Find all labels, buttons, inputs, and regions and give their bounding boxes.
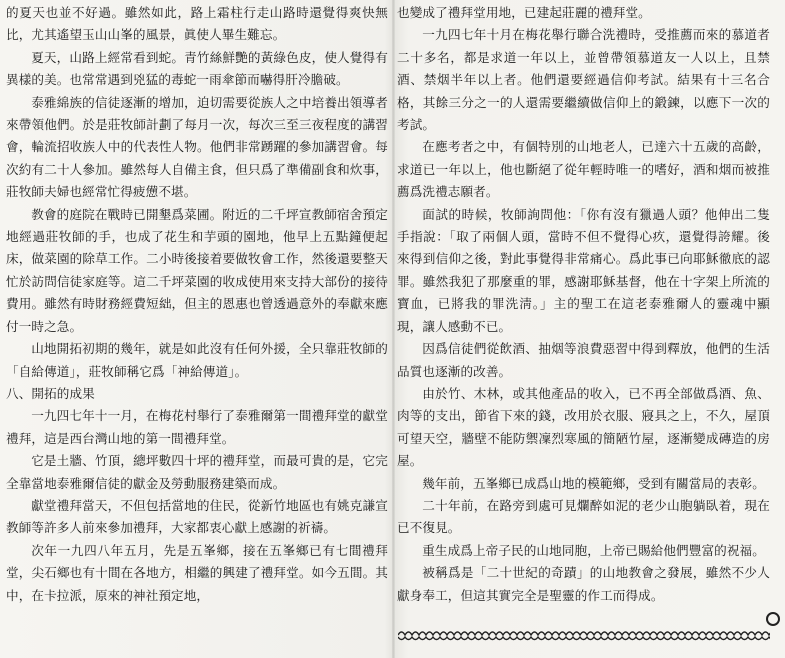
paragraph: 二十年前，在路旁到處可見爛醉如泥的老少山胞躺臥着，現在已不復見。 [397,497,770,536]
paragraph: 夏天，山路上經常看到蛇。青竹絲鮮艷的黃綠色皮，使人覺得有異樣的美。也常常遇到兇猛的毒蛇一雨傘節而嚇得肝冷膽破。 [6,49,388,88]
paragraph: 重生成爲上帝子民的山地同胞，上帝已賜給他們豐富的祝福。 [422,542,765,558]
circle-icon [766,612,780,626]
paragraph: 泰雅綿族的信徒逐漸的增加，迫切需要從族人之中培養出領導者來帶領他們。於是莊牧師計劃了每月一次，每次三至三夜程度的講習會，輪流招收族人中的代表性人物。他們非常踴躍的參加講習會。每次約有二十人參加。雖然每人自備主食，但只爲了準備副食和炊事，莊牧師夫婦也經常忙得疲憊不堪。 [6,94,388,200]
paragraph: 獻堂禮拜當天，不但包括當地的住民，從新竹地區也有姚克謙宣教師等許多人前來參加禮拜，大家都衷心獻上感謝的祈禱。 [6,497,388,536]
decorative-wave-rule [398,628,770,642]
paragraph: 被稱爲是「二十世紀的奇蹟」的山地教會之發展，雖然不少人獻身奉工，但這其實完全是聖靈的作工而得成。 [397,565,770,603]
paragraph: 由於竹、木林，或其他產品的收入，已不再全部做爲酒、魚、肉等的支出，節省下來的錢，改用於衣服、寢具之上，不久，屋頂可望天空，牆壁不能防禦凜烈寒風的簡陋竹屋，逐漸變成磚造的房屋。 [397,385,770,469]
paragraph: 也變成了禮拜堂用地，已建起莊麗的禮拜堂。 [397,5,651,20]
paragraph: 次年一九四八年五月，先是五峯鄉，接在五峯鄉已有七間禮拜堂，尖石鄉也有十間在各地方，相繼的興建了禮拜堂。如今五間。其中，在卡拉派，原來的神社預定地， [6,542,388,603]
left-text-column [6,2,388,607]
paragraph: 面試的時候，牧師詢問他：「你有沒有獵過人頭？他伸出二隻手指說：「取了兩個人頭，當時不但不覺得心疚，還覺得誇耀。後來得到信仰之後，對此事覺得非常痛心。爲此事已向耶穌徹底的認罪。雖然我犯了那麼重的罪，感謝耶穌基督，他在十字架上所流的寶血，已將我的罪洗淸。」主的聖工在這老泰雅爾人的靈魂中顯現，讓人感動不已。 [397,206,770,334]
paragraph: 幾年前，五峯鄉已成爲山地的模範鄉，受到有關當局的表彰。 [422,475,765,491]
paragraph: 一九四七年十月在梅花舉行聯合洗禮時，受推薦而來的慕道者二十多名，都是求道一年以上，並曾帶領慕道友一人以上，且禁酒、禁烟半年以上者。他們還要經過信仰考試。結果有十三名合格，其餘三分之一的人還需要繼續做信仰上的鍛鍊，以應下一次的考試。 [397,27,770,133]
paragraph: 的夏天也並不好過。雖然如此，路上霜柱行走山路時還覺得爽快無比，尤其遙望玉山山峯的風景，眞使人畢生難忘。 [6,5,388,43]
paragraph: 一九四七年十一月，在梅花村舉行了泰雅爾第一間禮拜堂的獻堂禮拜，這是西台灣山地的第一間禮拜堂。 [6,408,388,446]
section-heading: 八、開拓的成果 [6,385,95,401]
paragraph: 因爲信徒們從飲酒、抽烟等浪費惡習中得到釋放，他們的生活品質也逐漸的改善。 [397,341,770,379]
right-text-column [397,2,770,607]
paragraph: 在應考者之中，有個特別的山地老人，已達六十五歲的高齡，求道已一年以上，他也斷絕了從年輕時唯一的嗜好，酒和烟而被推薦爲洗禮志願者。 [397,139,770,200]
paragraph: 教會的庭院在戰時已開墾爲菜圃。附近的二千坪宣教師宿舍預定地經過莊牧師的手，也成了花生和芋頭的園地，他早上五點鐘便起床，做菜園的除草工作。二小時後接着要做牧會工作，然後還要整天忙於訪問信徒家庭等。這二千坪菜園的收成使用來支持大部份的接待費用。雖然有時財務經費短絀，但主的恩惠也曾透過意外的奉獻來應付一時之急。 [6,206,388,334]
paragraph: 它是土牆、竹頂，總坪數四十坪的禮拜堂，而最可貴的是，它完全靠當地泰雅爾信徒的獻金及勞動服務建築而成。 [6,453,388,491]
page-fold-crease [392,0,395,658]
paragraph: 山地開拓初期的幾年，就是如此沒有任何外援，全只靠莊牧師的「自給傳道」，莊牧師稱它爲「神給傳道」。 [6,341,388,379]
